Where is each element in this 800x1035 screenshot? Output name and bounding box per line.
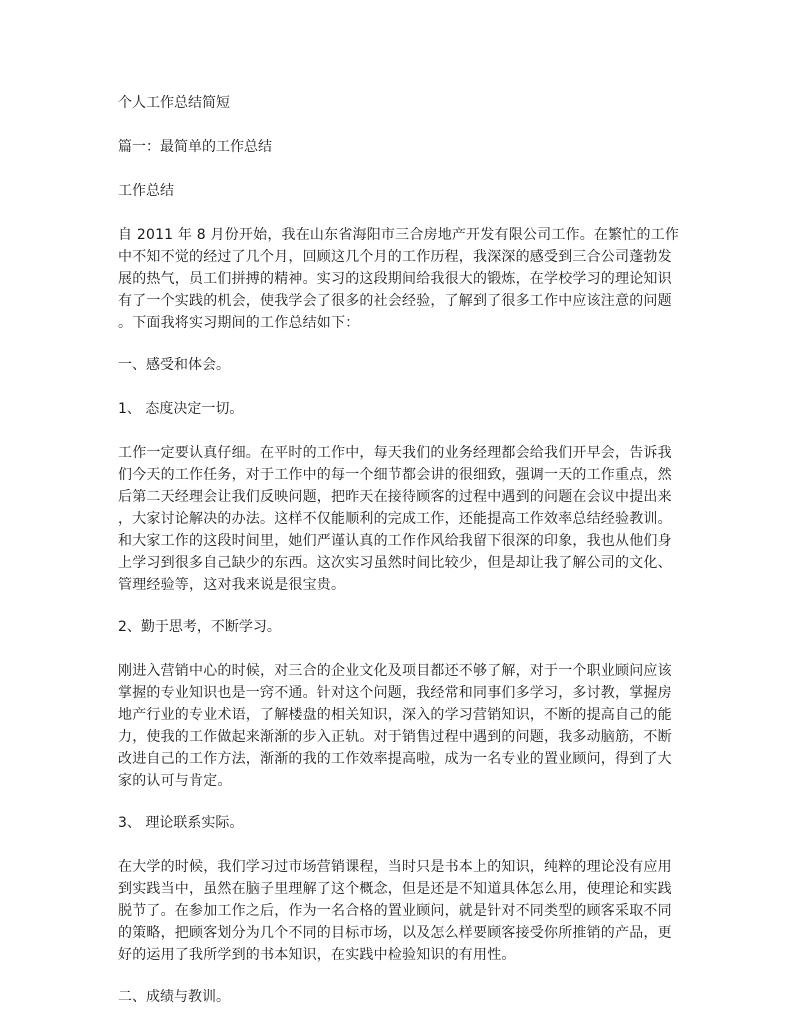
item1-line: 和大家工作的这段时间里，她们严谨认真的工作作风给我留下很深的印象，我也从他们身	[118, 533, 672, 549]
item1-line: 后第二天经理会让我们反映问题，把昨天在接待顾客的过程中遇到的问题在会议中提出来	[118, 489, 672, 505]
item2-paragraph	[118, 660, 683, 792]
item1-line: 管理经验等，这对我来说是很宝贵。	[118, 577, 346, 593]
section-heading-2: 二、成绩与教训。	[118, 989, 230, 1005]
item2-line: 地产行业的专业术语，了解楼盘的相关知识，深入的学习营销知识，不断的提高自己的能	[118, 707, 672, 723]
item2-line: 掌握的专业知识也是一窍不通。针对这个问题，我经常和同事们多学习，多讨教，掌握房	[118, 685, 672, 701]
item2-line: 力，使我的工作做起来渐渐的步入正轨。对于销售过程中遇到的问题，我多动脑筋，不断	[118, 729, 672, 745]
subtitle: 工作总结	[118, 183, 174, 199]
item3-line: 好的运用了我所学到的书本知识，在实践中检验知识的有用性。	[118, 947, 516, 963]
item3-paragraph	[118, 856, 683, 966]
item-heading-2: 2、勤于思考，不断学习。	[118, 619, 281, 635]
item2-line: 刚进入营销中心的时候，对三合的企业文化及项目都还不够了解，对于一个职业顾问应该	[118, 663, 672, 679]
intro-line: 展的热气，员工们拼搏的精神。实习的这段期间给我很大的锻炼，在学校学习的理论知识	[118, 271, 672, 287]
intro-line: 。下面我将实习期间的工作总结如下：	[118, 315, 360, 331]
item1-line: ，大家讨论解决的办法。这样不仅能顺利的完成工作，还能提高工作效率总结经验教训。	[118, 511, 672, 527]
item3-line: 脱节了。在参加工作之后，作为一名合格的置业顾问，就是针对不同类型的顾客采取不同	[118, 903, 672, 919]
section-heading-1: 一、感受和体会。	[118, 357, 230, 373]
doc-title: 个人工作总结简短	[118, 95, 230, 111]
item2-line: 改进自己的工作方法，渐渐的我的工作效率提高啦，成为一名专业的置业顾问，得到了大	[118, 751, 672, 767]
document-page	[118, 92, 683, 1030]
intro-line: 中不知不觉的经过了几个月，回顾这几个月的工作历程，我深深的感受到三合公司蓬勃发	[118, 249, 672, 265]
intro-line: 有了一个实践的机会，使我学会了很多的社会经验，了解到了很多工作中应该注意的问题	[118, 293, 672, 309]
item1-line: 工作一定要认真仔细。在平时的工作中，每天我们的业务经理都会给我们开早会，告诉我	[118, 445, 672, 461]
item-heading-3: 3、 理论联系实际。	[118, 815, 244, 831]
item1-line: 们今天的工作任务，对于工作中的每一个细节都会讲的很细致，强调一天的工作重点，然	[118, 467, 672, 483]
item3-line: 在大学的时候，我们学习过市场营销课程，当时只是书本上的知识，纯粹的理论没有应用	[118, 859, 672, 875]
item-heading-1: 1、 态度决定一切。	[118, 401, 244, 417]
item1-line: 上学习到很多自己缺少的东西。这次实习虽然时间比较少，但是却让我了解公司的文化、	[118, 555, 672, 571]
item2-line: 家的认可与肯定。	[118, 773, 232, 789]
item3-line: 到实践当中，虽然在脑子里理解了这个概念，但是还是不知道具体怎么用，使理论和实践	[118, 881, 672, 897]
item3-line: 的策略，把顾客划分为几个不同的目标市场，以及怎么样要顾客接受你所推销的产品，更	[118, 925, 672, 941]
intro-line: 自 2011 年 8 月份开始，我在山东省海阳市三合房地产开发有限公司工作。在繁忙的工作	[118, 227, 680, 243]
intro-paragraph	[118, 224, 683, 334]
chapter-heading: 篇一：最简单的工作总结	[118, 139, 272, 155]
item1-paragraph	[118, 442, 683, 596]
